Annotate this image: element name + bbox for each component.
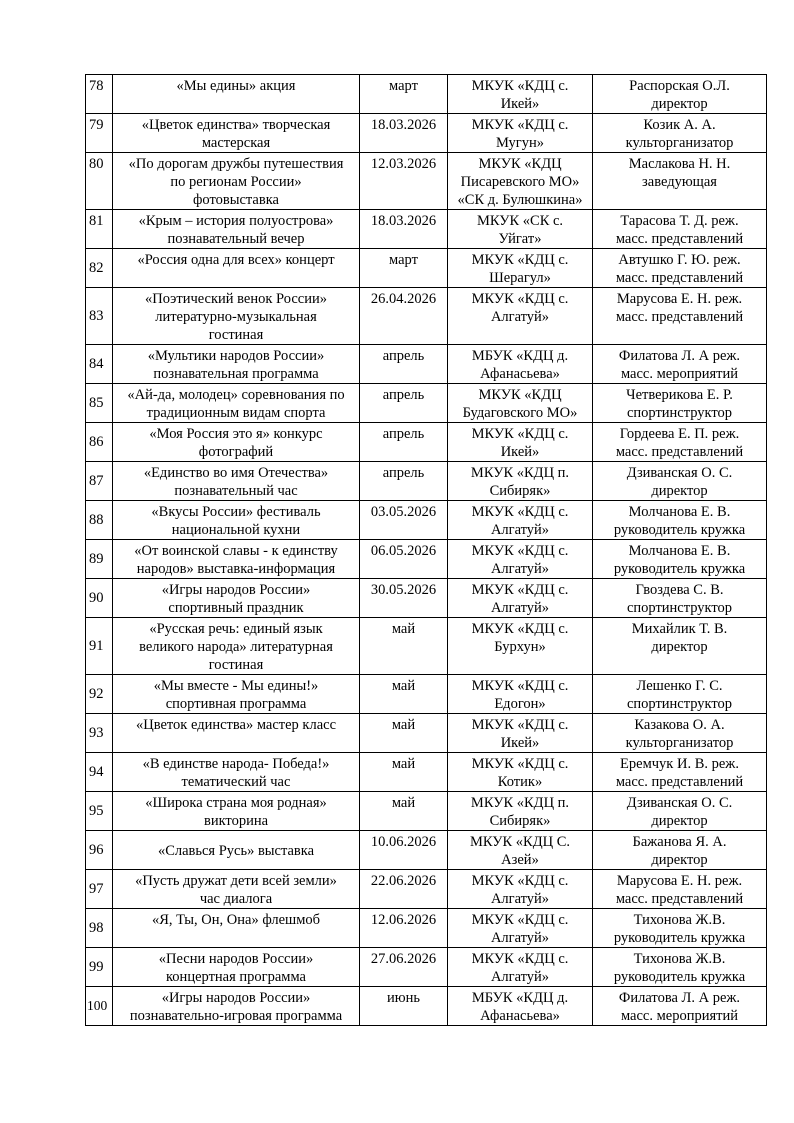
table-row	[86, 909, 767, 948]
table-row	[86, 618, 767, 675]
row-number: 88	[86, 501, 113, 540]
event-venue	[448, 423, 593, 462]
event-venue-line: МКУК «КДЦ с.	[471, 543, 569, 559]
responsible-person	[593, 618, 767, 675]
event-title	[113, 153, 360, 210]
event-venue-line: Едогон»	[494, 696, 546, 712]
table-row	[86, 792, 767, 831]
event-title-line: «Игры народов России»	[161, 990, 311, 1006]
responsible-person-line: директор	[651, 96, 708, 112]
event-title-line: «Вкусы России» фестиваль	[151, 504, 321, 520]
event-title-line: познавательный вечер	[167, 231, 305, 247]
responsible-person-line: Молчанова Е. В.	[628, 504, 731, 520]
event-venue-line: МКУК «КДЦ с.	[471, 873, 569, 889]
responsible-person-line: масс. представлений	[615, 444, 744, 460]
table-row	[86, 75, 767, 114]
event-title-line: народов» выставка-информация	[136, 561, 336, 577]
responsible-person-line: директор	[651, 483, 708, 499]
event-title-line: литературно-музыкальная	[155, 309, 317, 325]
responsible-person-line: Марусова Е. Н. реж.	[616, 291, 743, 307]
responsible-person-line: Гвоздева С. В.	[635, 582, 724, 598]
event-title	[113, 579, 360, 618]
row-number: 86	[86, 423, 113, 462]
event-venue-line: Икей»	[500, 444, 540, 460]
event-venue	[448, 909, 593, 948]
event-date: апрель	[360, 462, 448, 501]
responsible-person-line: Тихонова Ж.В.	[633, 951, 726, 967]
event-title	[113, 249, 360, 288]
responsible-person	[593, 249, 767, 288]
event-title-line: по регионам России»	[170, 174, 302, 190]
event-venue-line: Алгатуй»	[490, 309, 550, 325]
event-venue-line: МКУК «КДЦ п.	[470, 795, 570, 811]
responsible-person-line: руководитель кружка	[613, 522, 746, 538]
event-title-line: познавательный час	[174, 483, 298, 499]
table-row	[86, 948, 767, 987]
event-venue-line: Писаревского МО»	[460, 174, 580, 190]
event-title	[113, 675, 360, 714]
table-row	[86, 462, 767, 501]
event-venue-line: Азей»	[501, 852, 539, 868]
event-date: март	[360, 75, 448, 114]
event-title-line: спортивная программа	[165, 696, 307, 712]
event-title	[113, 870, 360, 909]
event-title-line: «Поэтический венок России»	[144, 291, 327, 307]
row-number: 97	[86, 870, 113, 909]
table-row	[86, 114, 767, 153]
event-venue-line: Икей»	[500, 735, 540, 751]
events-table	[85, 74, 767, 1026]
row-number: 84	[86, 345, 113, 384]
event-venue-line: МКУК «КДЦ с.	[471, 504, 569, 520]
event-venue-line: Алгатуй»	[490, 561, 550, 577]
row-number: 79	[86, 114, 113, 153]
responsible-person	[593, 462, 767, 501]
responsible-person-line: Маслакова Н. Н.	[628, 156, 731, 172]
responsible-person-line: Еремчук И. В. реж.	[620, 756, 739, 772]
responsible-person	[593, 153, 767, 210]
responsible-person-line: масс. мероприятий	[620, 366, 739, 382]
row-number: 94	[86, 753, 113, 792]
responsible-person-line: Распорская О.Л.	[629, 78, 730, 94]
event-title-line: традиционным видам спорта	[146, 405, 326, 421]
event-date: апрель	[360, 423, 448, 462]
event-title-line: «Моя Россия это я» конкурс	[149, 426, 323, 442]
row-number: 93	[86, 714, 113, 753]
responsible-person-line: Дзиванская О. С.	[626, 795, 733, 811]
event-venue	[448, 153, 593, 210]
event-venue	[448, 384, 593, 423]
responsible-person-line: руководитель кружка	[613, 969, 746, 985]
responsible-person-line: Четверикова Е. Р.	[626, 387, 733, 403]
event-title-line: час диалога	[199, 891, 273, 907]
responsible-person-line: масс. мероприятий	[620, 1008, 739, 1024]
event-title-line: национальной кухни	[171, 522, 301, 538]
event-venue-line: МБУК «КДЦ д.	[471, 990, 569, 1006]
event-date: май	[360, 618, 448, 675]
responsible-person-line: Молчанова Е. В.	[628, 543, 731, 559]
event-venue	[448, 987, 593, 1026]
event-title-line: гостиная	[208, 327, 264, 343]
row-number: 98	[86, 909, 113, 948]
event-title	[113, 75, 360, 114]
responsible-person	[593, 384, 767, 423]
responsible-person-line: Козик А. А.	[643, 117, 716, 133]
event-venue-line: МКУК «КДЦ С.	[469, 834, 571, 850]
responsible-person-line: руководитель кружка	[613, 930, 746, 946]
event-venue-line: МКУК «КДЦ с.	[471, 621, 569, 637]
event-title	[113, 423, 360, 462]
event-title-line: гостиная	[208, 657, 264, 673]
event-title-line: «Мультики народов России»	[147, 348, 325, 364]
event-date: май	[360, 714, 448, 753]
event-venue-line: Алгатуй»	[490, 891, 550, 907]
event-title-line: «Песни народов России»	[158, 951, 314, 967]
row-number: 99	[86, 948, 113, 987]
event-venue-line: МБУК «КДЦ д.	[471, 348, 569, 364]
event-venue-line: МКУК «КДЦ с.	[471, 678, 569, 694]
event-venue-line: МКУК «СК с.	[476, 213, 564, 229]
event-date: 30.05.2026	[360, 579, 448, 618]
responsible-person-line: директор	[651, 813, 708, 829]
event-venue	[448, 753, 593, 792]
responsible-person-line: Дзиванская О. С.	[626, 465, 733, 481]
table-row	[86, 753, 767, 792]
event-date: 26.04.2026	[360, 288, 448, 345]
event-date: 12.03.2026	[360, 153, 448, 210]
event-title-line: познавательно-игровая программа	[129, 1008, 343, 1024]
row-number: 81	[86, 210, 113, 249]
table-row	[86, 579, 767, 618]
event-title	[113, 618, 360, 675]
event-venue	[448, 675, 593, 714]
event-venue-line: Мугун»	[496, 135, 544, 151]
event-title-line: великого народа» литературная	[139, 639, 333, 655]
responsible-person-line: спортинструктор	[626, 696, 733, 712]
event-venue-line: МКУК «КДЦ	[478, 387, 562, 403]
responsible-person-line: культорганизатор	[625, 735, 734, 751]
event-title-line: «От воинской славы - к единству	[134, 543, 338, 559]
responsible-person-line: спортинструктор	[626, 405, 733, 421]
event-venue-line: МКУК «КДЦ с.	[471, 756, 569, 772]
row-number: 89	[86, 540, 113, 579]
event-venue-line: Икей»	[500, 96, 540, 112]
event-venue	[448, 831, 593, 870]
event-venue-line: «СК д. Булюшкина»	[457, 192, 583, 208]
responsible-person	[593, 909, 767, 948]
event-venue	[448, 792, 593, 831]
event-title	[113, 501, 360, 540]
row-number: 85	[86, 384, 113, 423]
table-row	[86, 870, 767, 909]
event-date: март	[360, 249, 448, 288]
event-title-line: мастерская	[201, 135, 271, 151]
event-title-line: спортивный праздник	[168, 600, 304, 616]
row-number: 92	[86, 675, 113, 714]
event-title	[113, 210, 360, 249]
event-title-line: «Игры народов России»	[161, 582, 311, 598]
event-date: май	[360, 675, 448, 714]
responsible-person	[593, 288, 767, 345]
event-title-line: «Русская речь: единый язык	[149, 621, 323, 637]
event-date: май	[360, 753, 448, 792]
event-title-line: «Цветок единства» творческая	[141, 117, 331, 133]
event-title	[113, 831, 360, 870]
table-row	[86, 210, 767, 249]
event-venue-line: МКУК «КДЦ с.	[471, 582, 569, 598]
responsible-person-line: Автушко Г. Ю. реж.	[618, 252, 741, 268]
table-row	[86, 831, 767, 870]
event-date: 03.05.2026	[360, 501, 448, 540]
responsible-person-line: Марусова Е. Н. реж.	[616, 873, 743, 889]
event-title	[113, 753, 360, 792]
responsible-person	[593, 987, 767, 1026]
event-venue-line: МКУК «КДЦ с.	[471, 426, 569, 442]
event-venue-line: Сибиряк»	[489, 813, 551, 829]
table-row	[86, 423, 767, 462]
event-venue-line: МКУК «КДЦ с.	[471, 252, 569, 268]
event-venue	[448, 249, 593, 288]
event-title-line: «Широка страна моя родная»	[145, 795, 327, 811]
event-title	[113, 288, 360, 345]
event-venue-line: Уйгат»	[498, 231, 542, 247]
event-venue	[448, 579, 593, 618]
table-row	[86, 384, 767, 423]
event-title-line: «Мы едины» акция	[176, 78, 296, 94]
responsible-person-line: Тихонова Ж.В.	[633, 912, 726, 928]
table-row	[86, 288, 767, 345]
event-title-line: концертная программа	[166, 969, 306, 985]
responsible-person-line: масс. представлений	[615, 774, 744, 790]
event-title	[113, 987, 360, 1026]
row-number: 78	[86, 75, 113, 114]
row-number: 96	[86, 831, 113, 870]
event-title	[113, 462, 360, 501]
event-venue-line: Афанасьева»	[480, 1008, 560, 1024]
event-title-line: «По дорогам дружбы путешествия	[128, 156, 344, 172]
event-venue	[448, 948, 593, 987]
event-venue	[448, 714, 593, 753]
event-title-line: «Мы вместе - Мы едины!»	[153, 678, 319, 694]
event-venue-line: Будаговского МО»	[462, 405, 578, 421]
table-row	[86, 153, 767, 210]
responsible-person	[593, 675, 767, 714]
responsible-person-line: масс. представлений	[615, 891, 744, 907]
responsible-person-line: заведующая	[642, 174, 717, 190]
row-number: 100	[86, 987, 113, 1026]
responsible-person-line: масс. представлений	[615, 309, 744, 325]
row-number: 87	[86, 462, 113, 501]
responsible-person	[593, 948, 767, 987]
event-venue	[448, 345, 593, 384]
responsible-person-line: Филатова Л. А реж.	[618, 348, 741, 364]
event-title-line: познавательная программа	[153, 366, 319, 382]
responsible-person-line: Тарасова Т. Д. реж.	[620, 213, 739, 229]
row-number: 82	[86, 249, 113, 288]
event-title	[113, 345, 360, 384]
event-date: 18.03.2026	[360, 114, 448, 153]
event-venue-line: МКУК «КДЦ с.	[471, 117, 569, 133]
event-title-line: «Пусть дружат дети всей земли»	[135, 873, 337, 889]
responsible-person-line: масс. представлений	[615, 270, 744, 286]
event-venue	[448, 462, 593, 501]
event-date: апрель	[360, 384, 448, 423]
table-row	[86, 345, 767, 384]
table-row	[86, 714, 767, 753]
responsible-person	[593, 75, 767, 114]
responsible-person-line: директор	[651, 852, 708, 868]
events-table-body	[86, 75, 767, 1026]
responsible-person	[593, 423, 767, 462]
row-number: 83	[86, 288, 113, 345]
event-title-line: фотовыставка	[193, 192, 279, 208]
event-venue	[448, 288, 593, 345]
event-venue-line: МКУК «КДЦ с.	[471, 912, 569, 928]
event-date: апрель	[360, 345, 448, 384]
responsible-person-line: Филатова Л. А реж.	[618, 990, 741, 1006]
event-venue-line: МКУК «КДЦ с.	[471, 717, 569, 733]
event-venue-line: Котик»	[497, 774, 543, 790]
responsible-person-line: культорганизатор	[625, 135, 734, 151]
event-venue	[448, 540, 593, 579]
responsible-person-line: масс. представлений	[615, 231, 744, 247]
responsible-person	[593, 501, 767, 540]
responsible-person-line: спортинструктор	[626, 600, 733, 616]
event-date: 22.06.2026	[360, 870, 448, 909]
event-title-line: «Славься Русь» выставка	[157, 843, 315, 859]
event-date: июнь	[360, 987, 448, 1026]
event-title-line: «Крым – история полуострова»	[138, 213, 334, 229]
responsible-person	[593, 345, 767, 384]
event-venue-line: Алгатуй»	[490, 600, 550, 616]
event-title-line: тематический час	[181, 774, 291, 790]
event-title-line: фотографий	[198, 444, 274, 460]
responsible-person-line: директор	[651, 639, 708, 655]
responsible-person-line: Михайлик Т. В.	[631, 621, 728, 637]
event-title	[113, 384, 360, 423]
event-venue-line: Бурхун»	[494, 639, 546, 655]
event-venue-line: Афанасьева»	[480, 366, 560, 382]
responsible-person	[593, 831, 767, 870]
event-venue	[448, 501, 593, 540]
row-number: 80	[86, 153, 113, 210]
responsible-person	[593, 870, 767, 909]
event-venue	[448, 210, 593, 249]
event-venue	[448, 618, 593, 675]
event-title-line: викторина	[203, 813, 269, 829]
event-title-line: «Цветок единства» мастер класс	[135, 717, 337, 733]
event-venue	[448, 114, 593, 153]
event-venue	[448, 75, 593, 114]
event-venue	[448, 870, 593, 909]
event-venue-line: Алгатуй»	[490, 969, 550, 985]
event-title	[113, 948, 360, 987]
event-venue-line: Алгатуй»	[490, 930, 550, 946]
responsible-person	[593, 540, 767, 579]
responsible-person	[593, 714, 767, 753]
table-row	[86, 675, 767, 714]
responsible-person	[593, 210, 767, 249]
event-date: май	[360, 792, 448, 831]
table-row	[86, 987, 767, 1026]
responsible-person	[593, 579, 767, 618]
event-title	[113, 909, 360, 948]
event-date: 06.05.2026	[360, 540, 448, 579]
row-number: 91	[86, 618, 113, 675]
table-row	[86, 501, 767, 540]
event-title	[113, 792, 360, 831]
event-title	[113, 714, 360, 753]
event-date: 27.06.2026	[360, 948, 448, 987]
responsible-person-line: руководитель кружка	[613, 561, 746, 577]
responsible-person-line: Бажанова Я. А.	[632, 834, 727, 850]
event-venue-line: МКУК «КДЦ с.	[471, 951, 569, 967]
event-date: 12.06.2026	[360, 909, 448, 948]
event-title-line: «В единстве народа- Победа!»	[142, 756, 330, 772]
event-venue-line: Шерагул»	[489, 270, 551, 286]
event-title	[113, 114, 360, 153]
event-venue-line: МКУК «КДЦ	[478, 156, 562, 172]
responsible-person	[593, 792, 767, 831]
event-venue-line: МКУК «КДЦ п.	[470, 465, 570, 481]
event-title	[113, 540, 360, 579]
responsible-person-line: Лешенко Г. С.	[636, 678, 723, 694]
event-date: 10.06.2026	[360, 831, 448, 870]
event-date: 18.03.2026	[360, 210, 448, 249]
table-row	[86, 540, 767, 579]
event-venue-line: МКУК «КДЦ с.	[471, 78, 569, 94]
event-title-line: «Единство во имя Отечества»	[143, 465, 329, 481]
event-venue-line: МКУК «КДЦ с.	[471, 291, 569, 307]
event-title-line: «Ай-да, молодец» соревнования по	[127, 387, 345, 403]
responsible-person	[593, 753, 767, 792]
event-title-line: «Россия одна для всех» концерт	[137, 252, 335, 268]
table-row	[86, 249, 767, 288]
row-number: 95	[86, 792, 113, 831]
responsible-person-line: Гордеева Е. П. реж.	[619, 426, 740, 442]
row-number: 90	[86, 579, 113, 618]
responsible-person-line: Казакова О. А.	[634, 717, 725, 733]
event-venue-line: Алгатуй»	[490, 522, 550, 538]
event-venue-line: Сибиряк»	[489, 483, 551, 499]
event-title-line: «Я, Ты, Он, Она» флешмоб	[152, 912, 320, 928]
responsible-person	[593, 114, 767, 153]
